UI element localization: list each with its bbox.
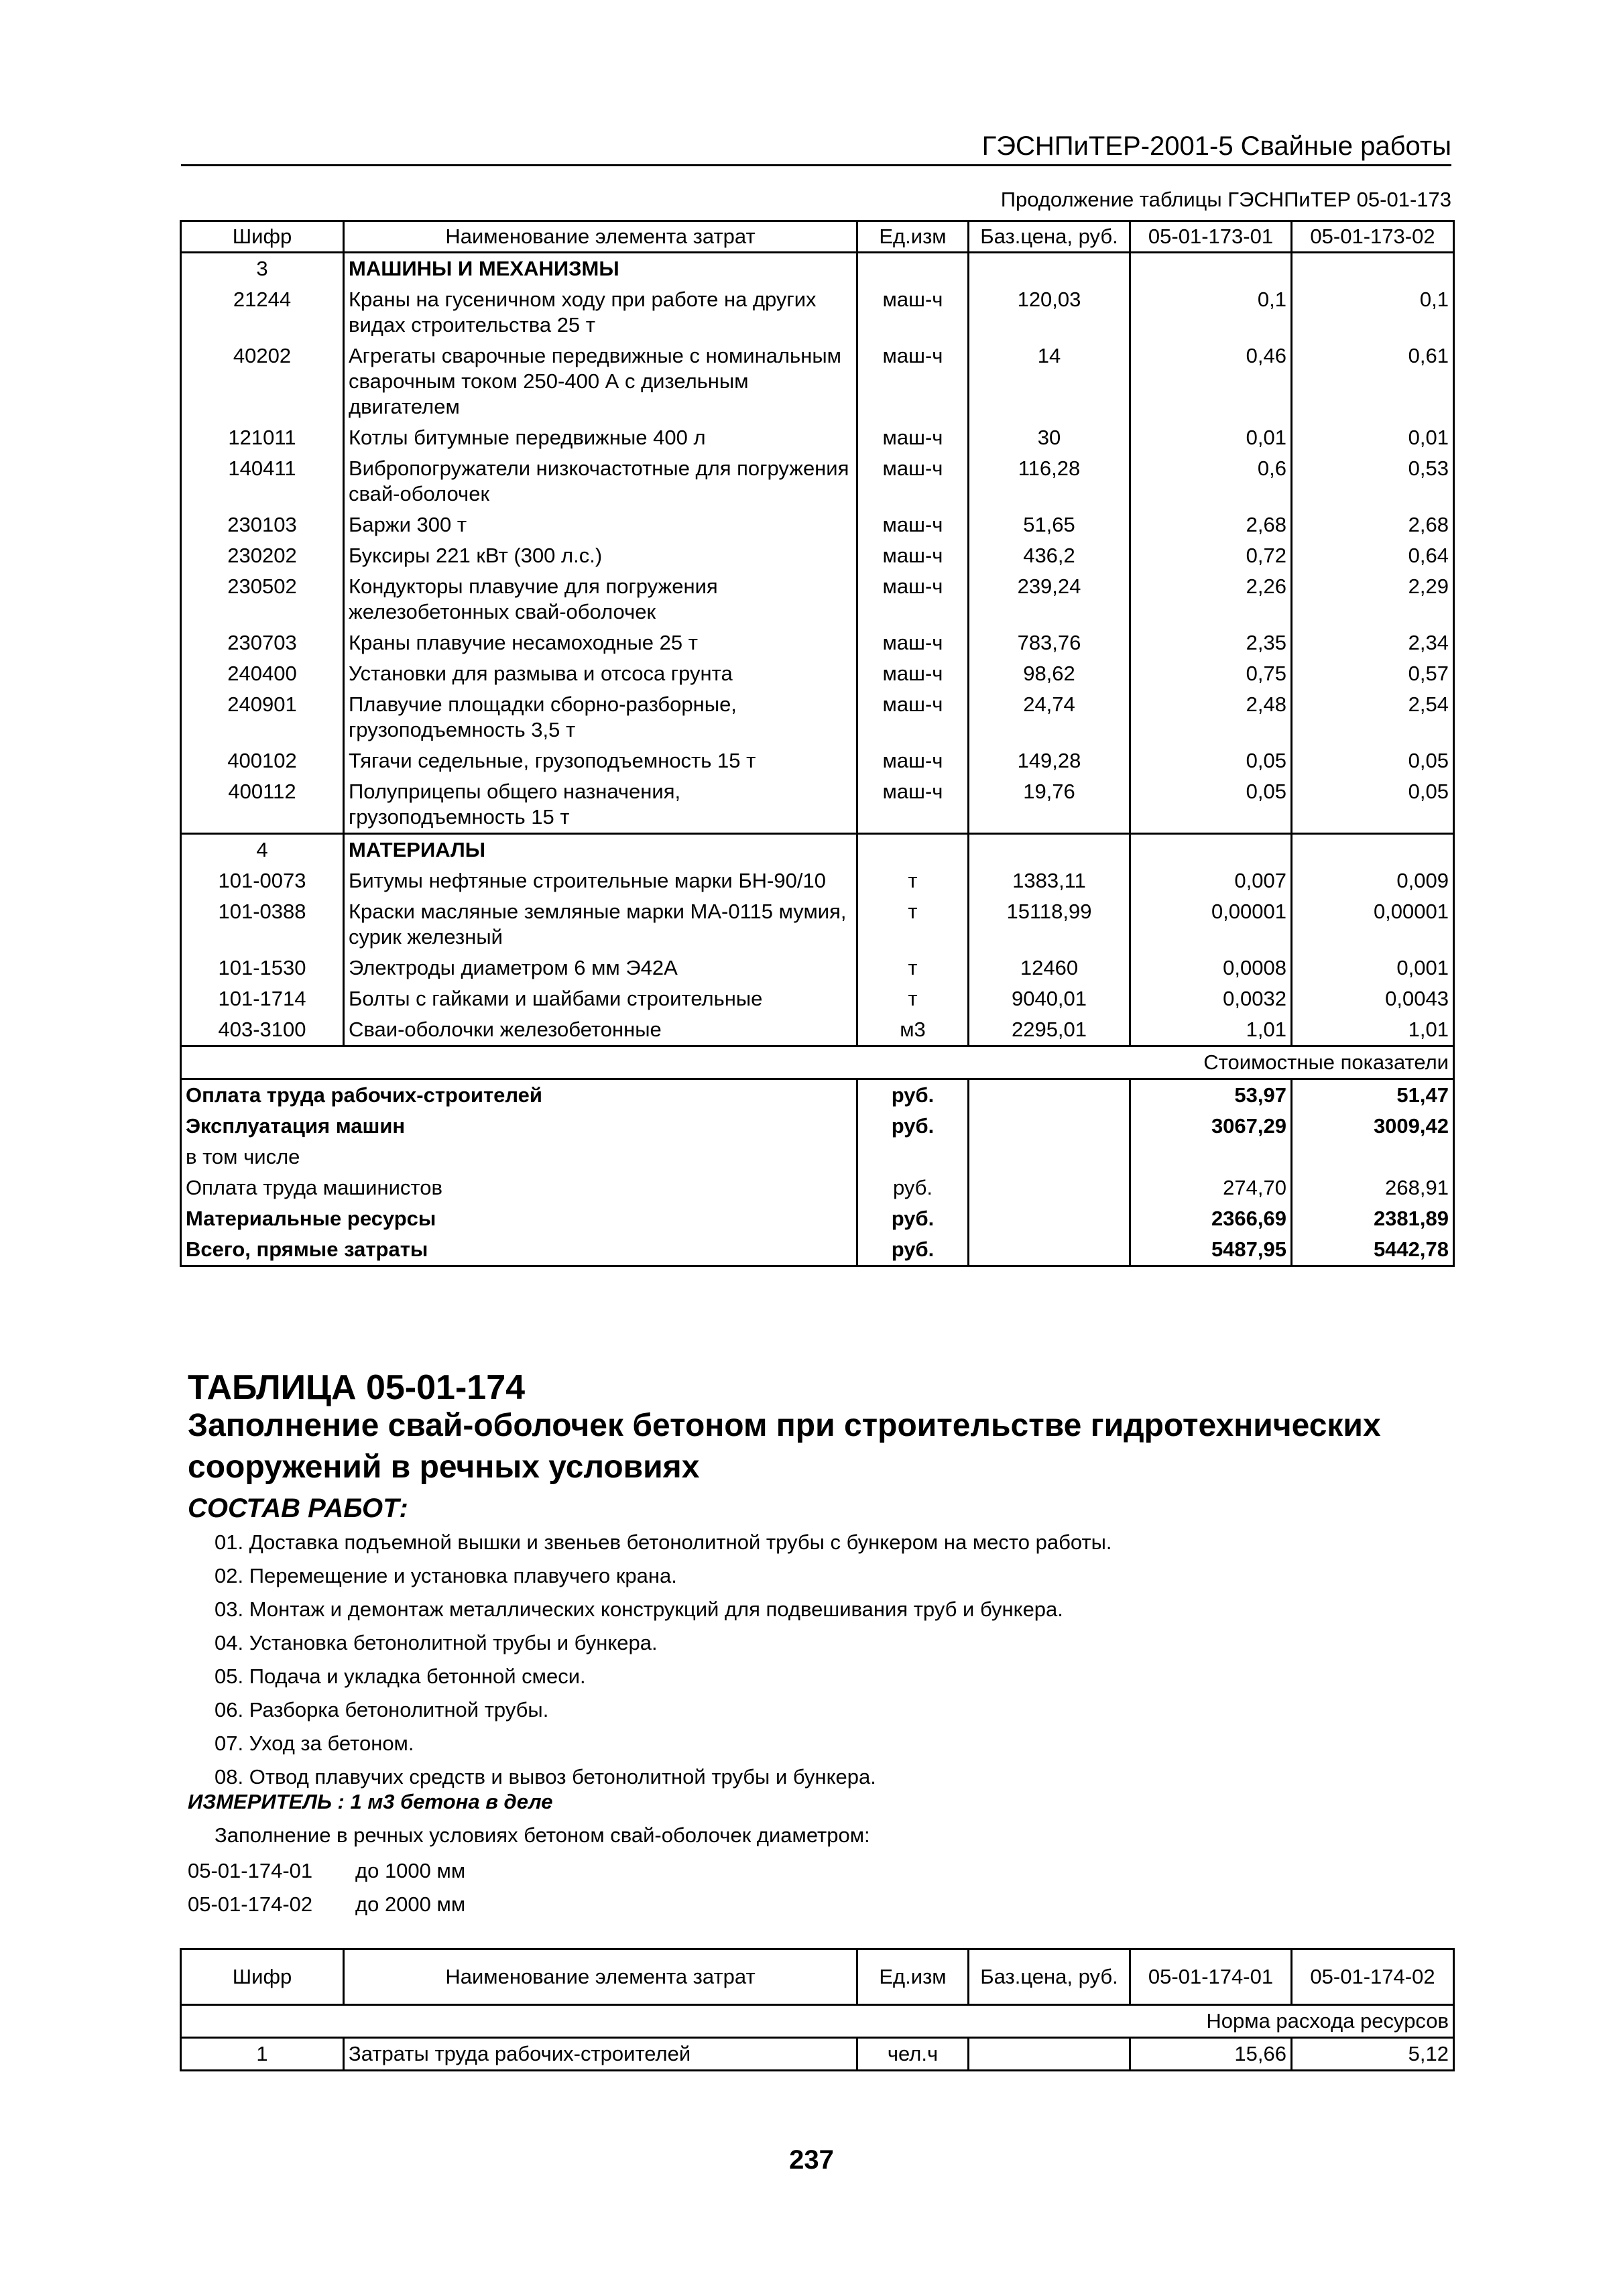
cell-name: Баржи 300 т — [344, 509, 857, 540]
empty-cell — [969, 1172, 1130, 1203]
cell-variant-b: 0,009 — [1292, 865, 1454, 896]
empty-cell — [1292, 253, 1454, 285]
section-title: МАШИНЫ И МЕХАНИЗМЫ — [344, 253, 857, 285]
cell-price — [969, 2038, 1130, 2071]
cost-row — [181, 1111, 1454, 1142]
variant-row — [188, 1854, 465, 1888]
cost-unit — [857, 1142, 969, 1172]
empty-cell — [1130, 834, 1292, 866]
cell-unit: маш-ч — [857, 453, 969, 509]
cell-variant-b: 0,01 — [1292, 422, 1454, 453]
cell-code: 121011 — [181, 422, 344, 453]
cell-variant-a: 0,72 — [1130, 540, 1292, 571]
work-operation: 01. Доставка подъемной вышки и звеньев бетонолитной трубы с бункером на место работы. — [215, 1530, 1112, 1554]
cost-title: Материальные ресурсы — [181, 1203, 857, 1234]
cell-code: 230103 — [181, 509, 344, 540]
variant-row — [188, 1888, 465, 1921]
header-name: Наименование элемента затрат — [344, 1949, 857, 2005]
cell-name: Сваи-оболочки железобетонные — [344, 1014, 857, 1046]
cell-name: Краски масляные земляные марки МА-0115 мумия, сурик железный — [344, 896, 857, 953]
cell-price: 30 — [969, 422, 1130, 453]
cell-variant-a: 0,0008 — [1130, 953, 1292, 983]
empty-cell — [969, 1203, 1130, 1234]
table-row — [181, 284, 1454, 341]
cost-variant-b: 3009,42 — [1292, 1111, 1454, 1142]
table-row — [181, 509, 1454, 540]
cell-code: 240400 — [181, 658, 344, 689]
cost-title: Оплата труда рабочих-строителей — [181, 1079, 857, 1111]
cell-price: 149,28 — [969, 745, 1130, 776]
table-row — [181, 689, 1454, 745]
cell-variant-a: 1,01 — [1130, 1014, 1292, 1046]
cell-price: 12460 — [969, 953, 1130, 983]
variant-code: 05-01-174-02 — [188, 1892, 313, 1916]
table-row — [181, 896, 1454, 953]
running-header: ГЭСНПиТЕР-2001-5 Свайные работы — [181, 131, 1451, 166]
cell-unit: маш-ч — [857, 571, 969, 627]
table-header-row — [181, 221, 1454, 253]
cell-name: Установки для размыва и отсоса грунта — [344, 658, 857, 689]
cell-variant-a: 0,00001 — [1130, 896, 1292, 953]
cost-unit: руб. — [857, 1172, 969, 1203]
cell-variant-b: 0,05 — [1292, 745, 1454, 776]
table-row — [181, 2038, 1454, 2071]
variant-code: 05-01-174-01 — [188, 1859, 313, 1882]
table-row — [181, 341, 1454, 422]
cell-unit: т — [857, 983, 969, 1014]
table-row — [181, 540, 1454, 571]
table-row — [181, 627, 1454, 658]
cell-price: 24,74 — [969, 689, 1130, 745]
cell-name: Плавучие площадки сборно-разборные, грузоподъемность 3,5 т — [344, 689, 857, 745]
page-number: 237 — [789, 2145, 834, 2175]
cell-price: 14 — [969, 341, 1130, 422]
cost-header-label: Стоимостные показатели — [181, 1046, 1454, 1079]
cell-name: Тягачи седельные, грузоподъемность 15 т — [344, 745, 857, 776]
cell-name: Битумы нефтяные строительные марки БН-90/10 — [344, 865, 857, 896]
cell-variant-b: 1,01 — [1292, 1014, 1454, 1046]
cell-unit: маш-ч — [857, 745, 969, 776]
section-row — [181, 253, 1454, 285]
variant-text: до 1000 мм — [355, 1859, 466, 1882]
cell-code: 400102 — [181, 745, 344, 776]
cost-row — [181, 1079, 1454, 1111]
cell-variant-a: 0,75 — [1130, 658, 1292, 689]
cell-name: Котлы битумные передвижные 400 л — [344, 422, 857, 453]
cell-price: 2295,01 — [969, 1014, 1130, 1046]
header-name: Наименование элемента затрат — [344, 221, 857, 253]
cell-unit: м3 — [857, 1014, 969, 1046]
cost-variant-a: 5487,95 — [1130, 1234, 1292, 1266]
header-unit: Ед.изм — [857, 221, 969, 253]
cell-variant-b: 0,53 — [1292, 453, 1454, 509]
work-operation: 08. Отвод плавучих средств и вывоз бетонолитной трубы и бункера. — [215, 1765, 876, 1789]
header-variant-b: 05-01-174-02 — [1292, 1949, 1454, 2005]
table-row — [181, 571, 1454, 627]
empty-cell — [969, 1234, 1130, 1266]
table-title: ТАБЛИЦА 05-01-174 — [188, 1368, 526, 1407]
cell-name: Краны на гусеничном ходу при работе на других видах строительства 25 т — [344, 284, 857, 341]
cost-variant-b: 268,91 — [1292, 1172, 1454, 1203]
table-row — [181, 453, 1454, 509]
cell-name: Буксиры 221 кВт (300 л.с.) — [344, 540, 857, 571]
header-variant-a: 05-01-174-01 — [1130, 1949, 1292, 2005]
cell-name: Кондукторы плавучие для погружения железобетонных свай-оболочек — [344, 571, 857, 627]
variant-text: до 2000 мм — [355, 1892, 466, 1916]
empty-cell — [1292, 834, 1454, 866]
cell-variant-a: 2,26 — [1130, 571, 1292, 627]
empty-cell — [969, 253, 1130, 285]
table-row — [181, 865, 1454, 896]
table-row — [181, 953, 1454, 983]
cost-row — [181, 1234, 1454, 1266]
cell-price: 1383,11 — [969, 865, 1130, 896]
cost-row — [181, 1203, 1454, 1234]
section-row — [181, 834, 1454, 866]
cost-variant-a: 2366,69 — [1130, 1203, 1292, 1234]
cell-variant-a: 2,48 — [1130, 689, 1292, 745]
cell-code: 101-1530 — [181, 953, 344, 983]
cell-variant-b: 5,12 — [1292, 2038, 1454, 2071]
cell-code: 1 — [181, 2038, 344, 2071]
cell-variant-b: 0,001 — [1292, 953, 1454, 983]
cell-variant-a: 0,6 — [1130, 453, 1292, 509]
cell-price: 239,24 — [969, 571, 1130, 627]
empty-cell — [969, 1079, 1130, 1111]
section-number: 4 — [181, 834, 344, 866]
cell-unit: маш-ч — [857, 627, 969, 658]
cell-code: 403-3100 — [181, 1014, 344, 1046]
cost-row — [181, 1142, 1454, 1172]
cell-code: 40202 — [181, 341, 344, 422]
section-number: 3 — [181, 253, 344, 285]
table-row — [181, 745, 1454, 776]
cell-variant-b: 0,64 — [1292, 540, 1454, 571]
fill-description: Заполнение в речных условиях бетоном свай-оболочек диаметром: — [215, 1823, 870, 1847]
cost-title: в том числе — [181, 1142, 857, 1172]
norm-header-row — [181, 2005, 1454, 2038]
empty-cell — [857, 834, 969, 866]
continuation-note: Продолжение таблицы ГЭСНПиТЕР 05-01-173 — [1000, 188, 1451, 211]
cell-unit: чел.ч — [857, 2038, 969, 2071]
cell-variant-a: 0,1 — [1130, 284, 1292, 341]
cell-unit: маш-ч — [857, 689, 969, 745]
cell-price: 19,76 — [969, 776, 1130, 834]
cost-title: Оплата труда машинистов — [181, 1172, 857, 1203]
section-title: МАТЕРИАЛЫ — [344, 834, 857, 866]
table-header-row — [181, 1949, 1454, 2005]
cell-unit: маш-ч — [857, 776, 969, 834]
cost-variant-b: 51,47 — [1292, 1079, 1454, 1111]
cell-code: 101-0073 — [181, 865, 344, 896]
cost-variant-a: 3067,29 — [1130, 1111, 1292, 1142]
table-row — [181, 776, 1454, 834]
cell-unit: т — [857, 865, 969, 896]
cell-variant-a: 0,46 — [1130, 341, 1292, 422]
cell-unit: маш-ч — [857, 540, 969, 571]
table-row — [181, 1014, 1454, 1046]
cost-variant-a — [1130, 1142, 1292, 1172]
cell-variant-b: 0,61 — [1292, 341, 1454, 422]
cell-variant-b: 2,29 — [1292, 571, 1454, 627]
cell-price: 51,65 — [969, 509, 1130, 540]
empty-cell — [857, 253, 969, 285]
cell-variant-a: 0,007 — [1130, 865, 1292, 896]
header-variant-a: 05-01-173-01 — [1130, 221, 1292, 253]
work-operation: 05. Подача и укладка бетонной смеси. — [215, 1665, 586, 1688]
cell-name: Полуприцепы общего назначения, грузоподъемность 15 т — [344, 776, 857, 834]
cost-title: Эксплуатация машин — [181, 1111, 857, 1142]
empty-cell — [969, 834, 1130, 866]
cost-header-row — [181, 1046, 1454, 1079]
header-variant-b: 05-01-173-02 — [1292, 221, 1454, 253]
cell-variant-b: 2,34 — [1292, 627, 1454, 658]
header-price: Баз.цена, руб. — [969, 1949, 1130, 2005]
cell-variant-a: 15,66 — [1130, 2038, 1292, 2071]
cost-title: Всего, прямые затраты — [181, 1234, 857, 1266]
cell-variant-b: 2,68 — [1292, 509, 1454, 540]
cell-name: Электроды диаметром 6 мм Э42А — [344, 953, 857, 983]
cell-variant-b: 0,0043 — [1292, 983, 1454, 1014]
cell-price: 120,03 — [969, 284, 1130, 341]
measure-unit: ИЗМЕРИТЕЛЬ : 1 м3 бетона в деле — [188, 1790, 553, 1813]
cell-variant-a: 0,05 — [1130, 745, 1292, 776]
norm-header-label: Норма расхода ресурсов — [181, 2005, 1454, 2038]
cell-price: 436,2 — [969, 540, 1130, 571]
cell-code: 101-0388 — [181, 896, 344, 953]
cell-variant-b: 0,05 — [1292, 776, 1454, 834]
cell-name: Вибропогружатели низкочастотные для погружения свай-оболочек — [344, 453, 857, 509]
cell-variant-b: 0,00001 — [1292, 896, 1454, 953]
work-operation: 03. Монтаж и демонтаж металлических конструкций для подвешивания труб и бункера. — [215, 1597, 1063, 1621]
header-price: Баз.цена, руб. — [969, 221, 1130, 253]
cost-row — [181, 1172, 1454, 1203]
empty-cell — [1130, 253, 1292, 285]
cell-name: Агрегаты сварочные передвижные с номинальным сварочным током 250-400 А с дизельным двигателем — [344, 341, 857, 422]
cost-variant-a: 274,70 — [1130, 1172, 1292, 1203]
work-operations-list — [215, 1526, 1111, 1794]
cell-variant-b: 0,1 — [1292, 284, 1454, 341]
cell-variant-a: 0,05 — [1130, 776, 1292, 834]
cell-code: 230502 — [181, 571, 344, 627]
cell-code: 101-1714 — [181, 983, 344, 1014]
cell-code: 21244 — [181, 284, 344, 341]
cell-variant-a: 0,01 — [1130, 422, 1292, 453]
work-operation: 02. Перемещение и установка плавучего крана. — [215, 1564, 677, 1587]
cell-name: Краны плавучие несамоходные 25 т — [344, 627, 857, 658]
cell-code: 230202 — [181, 540, 344, 571]
cell-variant-b: 2,54 — [1292, 689, 1454, 745]
cell-unit: маш-ч — [857, 341, 969, 422]
cost-variant-a: 53,97 — [1130, 1079, 1292, 1111]
cost-unit: руб. — [857, 1203, 969, 1234]
cost-variant-b: 2381,89 — [1292, 1203, 1454, 1234]
work-operation: 06. Разборка бетонолитной трубы. — [215, 1698, 549, 1721]
cost-variant-b — [1292, 1142, 1454, 1172]
cell-unit: т — [857, 953, 969, 983]
cell-variant-a: 0,0032 — [1130, 983, 1292, 1014]
cell-unit: маш-ч — [857, 509, 969, 540]
cell-price: 9040,01 — [969, 983, 1130, 1014]
cost-variant-b: 5442,78 — [1292, 1234, 1454, 1266]
cell-name: Болты с гайками и шайбами строительные — [344, 983, 857, 1014]
header-unit: Ед.изм — [857, 1949, 969, 2005]
work-operation: 04. Установка бетонолитной трубы и бункера. — [215, 1631, 658, 1654]
cell-variant-b: 0,57 — [1292, 658, 1454, 689]
cell-variant-a: 2,68 — [1130, 509, 1292, 540]
cell-unit: маш-ч — [857, 658, 969, 689]
cell-price: 15118,99 — [969, 896, 1130, 953]
cell-price: 98,62 — [969, 658, 1130, 689]
cell-name: Затраты труда рабочих-строителей — [344, 2038, 857, 2071]
resource-table-05-01-174 — [180, 1948, 1455, 2071]
work-composition-label: СОСТАВ РАБОТ: — [188, 1494, 408, 1523]
cost-unit: руб. — [857, 1234, 969, 1266]
cell-code: 140411 — [181, 453, 344, 509]
cell-unit: т — [857, 896, 969, 953]
cell-variant-a: 2,35 — [1130, 627, 1292, 658]
cost-unit: руб. — [857, 1079, 969, 1111]
cell-unit: маш-ч — [857, 284, 969, 341]
work-operation: 07. Уход за бетоном. — [215, 1732, 414, 1755]
header-code: Шифр — [181, 221, 344, 253]
table-row — [181, 658, 1454, 689]
cell-code: 240901 — [181, 689, 344, 745]
empty-cell — [969, 1142, 1130, 1172]
cell-price: 116,28 — [969, 453, 1130, 509]
cell-price: 783,76 — [969, 627, 1130, 658]
table-row — [181, 983, 1454, 1014]
cell-code: 230703 — [181, 627, 344, 658]
resource-table-05-01-173 — [180, 220, 1455, 1267]
cell-unit: маш-ч — [857, 422, 969, 453]
variant-list — [188, 1854, 465, 1921]
table-subtitle: Заполнение свай-оболочек бетоном при строительстве гидротехнических сооружений в речных условиях — [188, 1408, 1381, 1485]
cell-code: 400112 — [181, 776, 344, 834]
cost-unit: руб. — [857, 1111, 969, 1142]
header-code: Шифр — [181, 1949, 344, 2005]
table-row — [181, 422, 1454, 453]
empty-cell — [969, 1111, 1130, 1142]
